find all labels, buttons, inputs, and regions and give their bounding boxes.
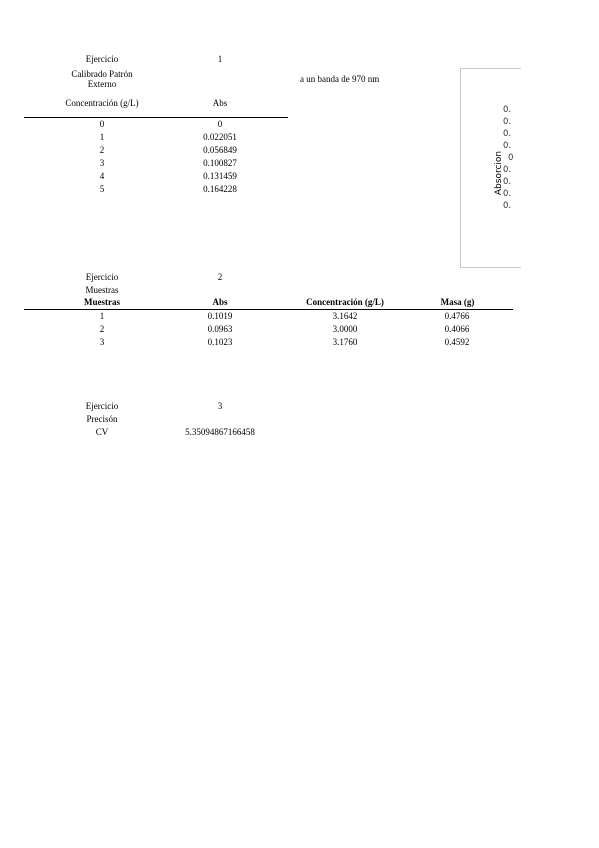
column-header-concentration: Concentración (g/L) xyxy=(306,297,384,307)
chart-y-tick: 0. xyxy=(503,177,512,187)
chart-y-axis-label: Absorcion xyxy=(494,150,505,196)
chart-y-tick: 0. xyxy=(503,165,512,175)
ejercicio-number-2: 2 xyxy=(217,272,223,282)
sample-abs-cell: 0.1023 xyxy=(207,337,233,347)
ejercicio-label-3: Ejercicio xyxy=(85,401,119,411)
calibration-abs-cell: 0.131459 xyxy=(203,171,237,181)
calibration-chart-frame xyxy=(460,68,521,268)
ejercicio-number-3: 3 xyxy=(217,401,223,411)
column-header-masa: Masa (g) xyxy=(440,297,475,307)
calibration-conc-cell: 0 xyxy=(99,119,105,129)
cv-value: 5.35094867166458 xyxy=(185,427,255,437)
column-header-muestras: Muestras xyxy=(84,297,120,307)
table-divider-2 xyxy=(24,309,513,310)
calibration-abs-cell: 0.164228 xyxy=(203,184,237,194)
calibration-abs-cell: 0.100827 xyxy=(203,158,237,168)
sample-masa-cell: 0.4766 xyxy=(444,311,470,321)
ejercicio-number-1: 1 xyxy=(217,54,223,64)
calibration-conc-cell: 3 xyxy=(99,158,105,168)
sample-conc-cell: 3.1642 xyxy=(332,311,358,321)
chart-y-tick: 0. xyxy=(503,105,512,115)
column-header-abs: Abs xyxy=(212,297,228,307)
chart-y-tick: 0. xyxy=(503,117,512,127)
calibration-title-line2: Externo xyxy=(87,79,117,89)
calibration-conc-cell: 4 xyxy=(99,171,105,181)
chart-y-tick: 0. xyxy=(503,141,512,151)
sample-id-cell: 2 xyxy=(99,324,105,334)
ejercicio-label-2: Ejercicio xyxy=(85,272,119,282)
sample-conc-cell: 3.0000 xyxy=(332,324,358,334)
sample-id-cell: 3 xyxy=(99,337,105,347)
wavelength-note: a un banda de 970 nm xyxy=(300,74,380,84)
calibration-abs-cell: 0 xyxy=(217,119,223,129)
table-divider-1 xyxy=(24,117,288,118)
chart-y-tick: 0. xyxy=(503,129,512,139)
column-header-abs: Abs xyxy=(212,98,228,108)
cv-label: CV xyxy=(95,427,109,437)
calibration-conc-cell: 1 xyxy=(99,132,105,142)
sample-masa-cell: 0.4592 xyxy=(444,337,470,347)
calibration-conc-cell: 2 xyxy=(99,145,105,155)
calibration-conc-cell: 5 xyxy=(99,184,105,194)
sample-abs-cell: 0.0963 xyxy=(207,324,233,334)
ejercicio-label-1: Ejercicio xyxy=(85,54,119,64)
calibration-abs-cell: 0.056849 xyxy=(203,145,237,155)
samples-subtitle: Muestras xyxy=(85,285,119,295)
precision-subtitle: Precisón xyxy=(86,414,118,424)
sample-id-cell: 1 xyxy=(99,311,105,321)
sample-abs-cell: 0.1019 xyxy=(207,311,233,321)
chart-y-tick: 0. xyxy=(503,201,512,211)
sample-conc-cell: 3.1760 xyxy=(332,337,358,347)
calibration-title-line1: Calibrado Patrón xyxy=(71,69,133,79)
chart-y-tick: 0. xyxy=(503,189,512,199)
calibration-abs-cell: 0.022051 xyxy=(203,132,237,142)
chart-y-tick: 0 xyxy=(508,153,514,163)
column-header-concentration: Concentración (g/L) xyxy=(65,98,139,108)
sample-masa-cell: 0.4066 xyxy=(444,324,470,334)
